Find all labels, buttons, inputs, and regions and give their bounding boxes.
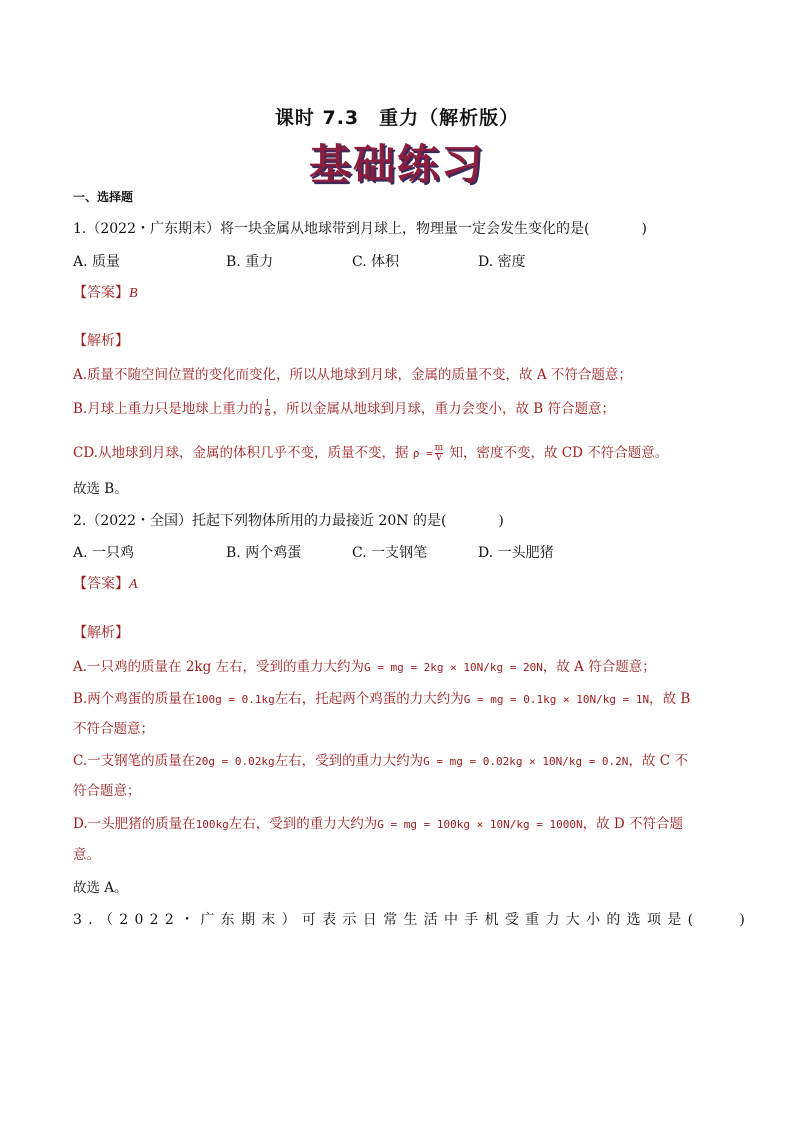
q1-analysis-label: 【解析】 xyxy=(73,333,129,349)
q2-analysis-d-tail: ，故 D 不符合题 xyxy=(582,816,683,832)
banner-basic-practice: 基础练习 xyxy=(308,140,485,189)
q1-option-c: C. 体积 xyxy=(352,254,400,270)
q2-answer-value: A xyxy=(129,577,138,592)
q1-analysis-cd-text: CD.从地球到月球，金属的体积几乎不变，质量不变，据 xyxy=(73,445,409,461)
q2-option-a: A. 一只鸡 xyxy=(73,545,135,561)
fraction-numerator: m xyxy=(434,443,444,453)
q1-analysis-b-tail: ，所以金属从地球到月球，重力会变小，故 B 符合题意； xyxy=(272,401,615,417)
q2-analysis-d-mid: 左右，受到的重力大约为 xyxy=(228,816,378,832)
fraction-denominator: V xyxy=(435,453,443,463)
q1-answer-label: 【答案】 xyxy=(73,285,129,301)
q1-stem-close: ) xyxy=(641,221,647,237)
q2-d-mass: 100kg xyxy=(195,818,229,831)
q2-analysis-b-tail: ，故 B xyxy=(649,691,691,707)
q1-stem xyxy=(73,218,647,238)
q2-option-d: D. 一头肥猪 xyxy=(478,545,554,561)
q2-option-c: C. 一支钢笔 xyxy=(352,545,428,561)
q2-stem-close: ) xyxy=(498,513,504,529)
q1-analysis-b-text: B.月球上重力只是地球上重力的 xyxy=(73,401,263,417)
q1-conclusion: 故选 B。 xyxy=(73,481,128,497)
q2-c-mass: 20g = 0.02kg xyxy=(195,755,275,768)
q2-answer xyxy=(73,573,138,593)
q1-analysis-a: A.质量不随空间位置的变化而变化，所以从地球到月球，金属的质量不变，故 A 不符合题意； xyxy=(73,367,632,383)
section-title: 一、选择题 xyxy=(73,190,134,204)
q2-option-b: B. 两个鸡蛋 xyxy=(226,545,302,561)
q2-analysis-c-text: C.一支钢笔的质量在 xyxy=(73,753,196,769)
q2-b-mass: 100g = 0.1kg xyxy=(195,693,275,706)
q2-conclusion: 故选 A。 xyxy=(73,880,128,896)
q1-answer xyxy=(73,282,138,302)
fraction-numerator: 1 xyxy=(264,399,271,409)
q2-analysis-a-text: A.一只鸡的质量在 2kg 左右，受到的重力大约为 xyxy=(73,659,365,675)
q2-analysis-c xyxy=(73,749,688,769)
q2-analysis-d-text: D.一头肥猪的质量在 xyxy=(73,816,196,832)
q2-stem-text: 2.（2022・全国）托起下列物体所用的力最接近 20N 的是( xyxy=(73,513,447,529)
q2-analysis-b-cont: 不符合题意； xyxy=(73,721,154,737)
q1-option-b: B. 重力 xyxy=(226,254,274,270)
q2-stem xyxy=(73,510,504,530)
q2-d-equation: G = mg = 100kg × 10N/kg = 1000N xyxy=(377,818,583,831)
q2-analysis-b-text: B.两个鸡蛋的质量在 xyxy=(73,691,196,707)
q2-answer-label: 【答案】 xyxy=(73,576,129,592)
q2-analysis-c-mid: 左右，受到的重力大约为 xyxy=(274,753,424,769)
q3-stem-text: 3.（2022・广东期末）可表示日常生活中手机受重力大小的选项是( xyxy=(73,912,700,928)
fraction-one-sixth xyxy=(265,400,271,419)
fraction-denominator: 6 xyxy=(264,409,271,419)
q1-analysis-cd-tail: 知，密度不变，故 CD 不符合题意。 xyxy=(449,445,669,461)
q2-analysis-d-cont: 意。 xyxy=(73,847,100,863)
q2-analysis-b xyxy=(73,687,690,707)
q1-option-d: D. 密度 xyxy=(478,254,526,270)
q2-analysis-c-cont: 符合题意； xyxy=(73,783,141,799)
q2-b-equation: G = mg = 0.1kg × 10N/kg = 1N xyxy=(463,693,650,706)
q1-stem-text: 1.（2022・广东期末）将一块金属从地球带到月球上，物理量一定会发生变化的是( xyxy=(73,221,590,237)
q1-answer-value: B xyxy=(129,286,138,301)
q2-analysis-d xyxy=(73,812,683,832)
q2-a-equation: G = mg = 2kg × 10N/kg = 20N xyxy=(364,661,543,674)
q2-analysis-b-mid: 左右，托起两个鸡蛋的力大约为 xyxy=(274,691,464,707)
q1-analysis-cd xyxy=(73,441,668,463)
q2-analysis-a xyxy=(73,655,656,675)
page-title: 课时 7.3 重力（解析版） xyxy=(274,107,520,129)
q1-analysis-b xyxy=(73,397,615,419)
q2-c-equation: G = mg = 0.02kg × 10N/kg = 0.2N xyxy=(423,755,629,768)
q3-stem-close: ) xyxy=(739,912,752,928)
q2-analysis-a-tail: ，故 A 符合题意； xyxy=(542,659,656,675)
q2-analysis-label: 【解析】 xyxy=(73,625,129,641)
density-formula: ρ = xyxy=(412,447,433,460)
fraction-m-over-v xyxy=(435,444,444,463)
q3-stem xyxy=(73,909,751,929)
q1-option-a: A. 质量 xyxy=(73,254,121,270)
q2-analysis-c-tail: ，故 C 不 xyxy=(628,753,688,769)
